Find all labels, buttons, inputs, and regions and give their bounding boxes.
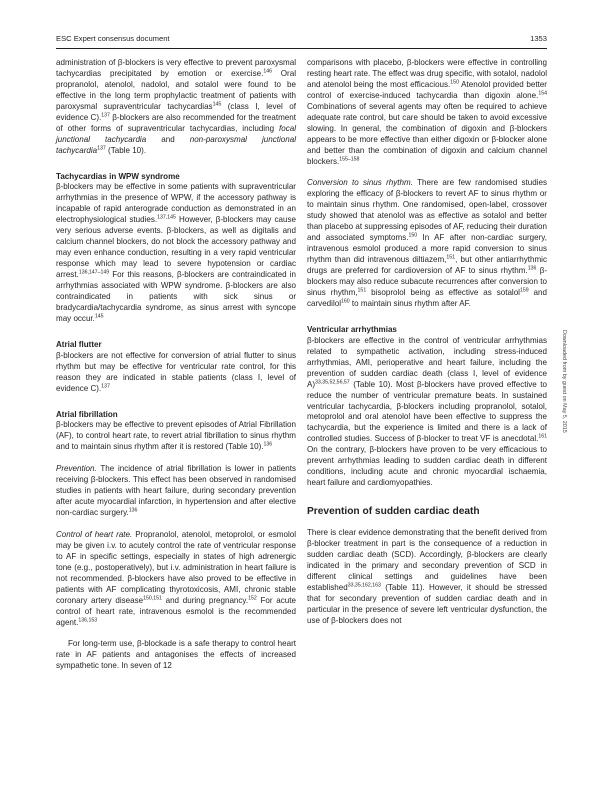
running-header bbox=[56, 34, 547, 48]
page-number: 1353 bbox=[530, 34, 547, 43]
paragraph-prevention-scd: There is clear evidence demonstrating that the benefit derived from β-blocker treatment in part is the consequence of a reduction in sudden cardiac death (SCD). Accordingly, β-blockers are clearly indicated in the primary and secondary prevention of SCD in different clinical settings and guidelines have been established$^{33,35,162,163}$ (Table 11). However, it should be stressed that for secondary prevention of sudden cardiac death and in particular in the presence of severe left ventricular dysfunction, the use of β-blockers does not bbox=[307, 528, 547, 625]
heading-wpw: Tachycardias in WPW syndrome bbox=[56, 171, 180, 181]
paragraph-prevention: Prevention. The incidence of atrial fibrillation is lower in patients receiving β-blockers. This effect has been observed in randomised studies in patients with heart failure, during secondary prevention after acute myocardial infarction, in hypertension and after elective non-cardiac surgery.$^{136}$ bbox=[56, 464, 296, 518]
download-watermark: Downloaded from by guest on May 5, 2015 bbox=[561, 330, 567, 433]
paragraph-atrial-fibrillation: β-blockers may be effective to prevent episodes of Atrial Fibrillation (AF), to control heart rate, to revert atrial fibrillation to sinus rhythm and to maintain sinus rhythm after it is restored (Table 10).$^{136}$ bbox=[56, 420, 296, 452]
paragraph-control-heart-rate: Control of heart rate. Propranolol, atenolol, metoprolol, or esmolol may be given i.v. to acutely control the rate of ventricular response to AF in specific settings, especially in states of high adrenergic tone (e.g., postoperatively), but i.v. administration in heart failure is not recommended. β-blockers have also proved to be effective in patients with AF complicating thyrotoxicosis, AMI, chronic stable coronary artery disease$^{150,151}$ and during pregnancy.$^{152}$ For acute control of heart rate, intravenous esmolol is the recommended agent.$^{136,153}$ bbox=[56, 529, 296, 627]
heading-prevention-sudden-cardiac-death: Prevention of sudden cardiac death bbox=[307, 506, 480, 518]
right-column bbox=[307, 58, 547, 627]
journal-section-title: ESC Expert consensus document bbox=[56, 34, 170, 43]
paragraph-ventricular-arrhythmias: β-blockers are effective in the control of ventricular arrhythmias related to sympathetic activation, including stress-induced arrhythmias, AMI, perioperative and heart failure, including the prevention of sudden cardiac death (class I, level of evidence A)$^{33,35,52,56,57}$ (Table 10). Most β-blockers have proved effective to reduce the number of ventricular premature beats. In sustained ventricular tachycardia, β-blockers including propranolol, sotalol, metoprolol and oral atenolol have been effective to suppress the tachycardia, but the experience is limited and there is a lack of controlled studies. Success of β-blocker to treat VF is anecdotal.$^{161}$ On the contrary, β-blockers have proven to be very efficacious to prevent arrhythmias leading to sudden cardiac death in different conditions, including acute and chronic myocardial ischaemia, heart failure and cardiomyopathies. bbox=[307, 335, 547, 488]
left-column bbox=[56, 58, 296, 672]
header-rule bbox=[56, 48, 547, 49]
heading-ventricular-arrhythmias: Ventricular arrhythmias bbox=[307, 324, 397, 334]
paragraph-svt: administration of β-blockers is very effective to prevent paroxysmal tachycardias precipitated by emotion or exercise.$^{146}$ Oral propranolol, atenolol, nadolol, and sotalol were found to be effective in the long term prophylactic treatment of patients with paroxysmal supraventricular tachycardias$^{145}$ (class I, level of evidence C).$^{137}$ β-blockers are also recommended for the treatment of other forms of supraventricular tachycardias, including focal junctional tachycardia and non-paroxysmal junctional tachycardia$^{137}$ (Table 10). bbox=[56, 58, 297, 155]
heading-atrial-flutter: Atrial flutter bbox=[56, 339, 102, 349]
paragraph-wpw: β-blockers may be effective in some patients with supraventricular arrhythmias in the presence of WPW, if the accessory pathway is incapable of rapid anterograde conduction as demonstrated in an electrophysiological studies.$^{137,145}$ However, β-blockers may cause very serious adverse events. β-blockers, as well as digitalis and calcium channel blockers, do not block the accessory pathway and may even enhance conduction, resulting in a very rapid ventricular response which may lead to severe hypotension or cardiac arrest.$^{136,147-149}$ For this reasons, β-blockers are contraindicated in arrhythmias associated with WPW syndrome. β-blockers are also contraindicated in patients with sick sinus or bradycardia/tachycardia syndrome, as sinus arrest with syncope may occur.$^{145}$ bbox=[56, 182, 296, 323]
paragraph-long-term-use: For long-term use, β-blockade is a safe therapy to control heart rate in AF patients and antagonises the effects of increased sympathetic tone. In seven of 12 bbox=[56, 639, 296, 671]
heading-atrial-fibrillation: Atrial fibrillation bbox=[56, 409, 118, 419]
paragraph-rate-control-continued: comparisons with placebo, β-blockers were effective in controlling resting heart rate. The effect was drug specific, with sotalol, nadolol and atenolol being the most efficacious.$^{150}$ Atenolol provided better control of exercise-induced tachycardia than digoxin alone.$^{154}$ Combinations of several agents may often be required to achieve adequate rate control, but care should be taken to avoid excessive slowing. In general, the combination of digoxin and β-blockers appears to be more effective than either digoxin or β-blocker alone and better than the combination of digoxin and calcium channel blockers.$^{155-158}$ bbox=[307, 58, 547, 166]
paragraph-conversion-sinus-rhythm: Conversion to sinus rhythm. There are few randomised studies exploring the efficacy of β-blockers to revert AF to sinus rhythm or to maintain sinus rhythm. One randomised, open-label, crossover study showed that atenolol was as effective as sotalol and better than placebo at suppressing episodes of AF, reducing their duration and associated symptoms.$^{150}$ In AF after non-cardiac surgery, intravenous esmolol produced a more rapid conversion to sinus rhythm than did intravenous diltiazem,$^{151}$, but other antiarrhythmic drugs are preferred for cardioversion of AF to sinus rhythm.$^{136}$ β-blockers may also reduce subacute recurrences after conversion to sinus rhythm,$^{151}$ bisoprolol being as effective as sotalol$^{159}$ and carvedilol$^{160}$ to maintain sinus rhythm after AF. bbox=[307, 178, 548, 308]
paragraph-atrial-flutter: β-blockers are not effective for conversion of atrial flutter to sinus rhythm but may be effective for ventricular rate control, for this reason they are indicated in stable patients (class I, level of evidence C).$^{137}$ bbox=[56, 350, 296, 393]
